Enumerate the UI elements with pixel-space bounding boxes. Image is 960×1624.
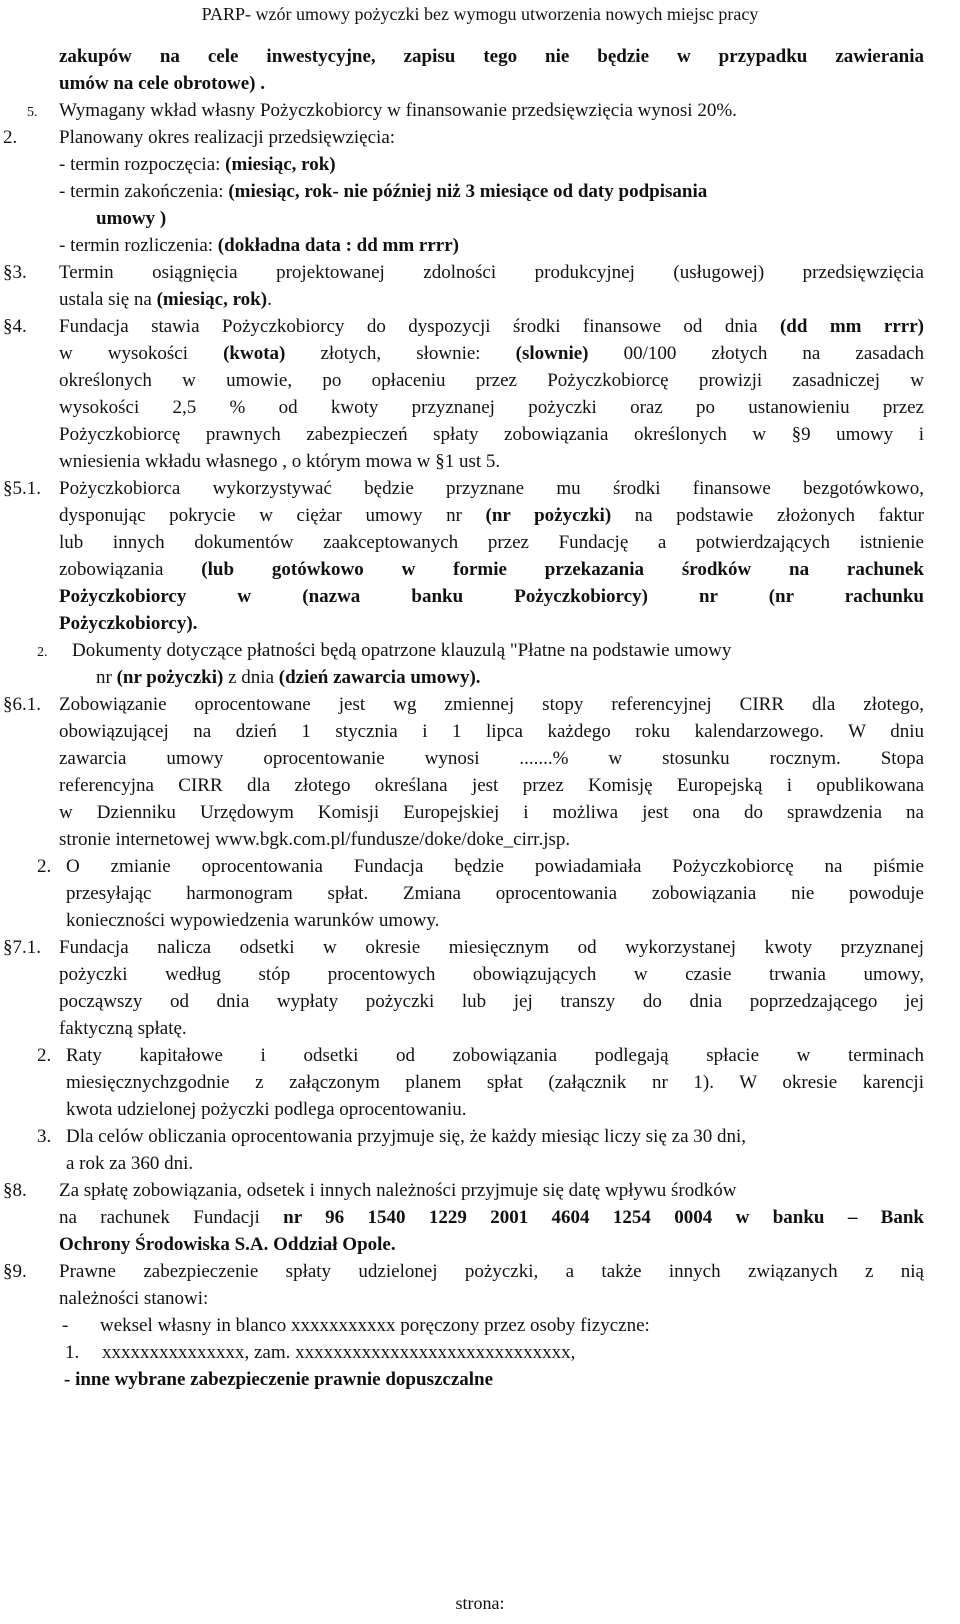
text-line: Planowany okres realizacji przedsięwzięcia:	[59, 127, 396, 148]
text-line: a rok za 360 dni.	[66, 1153, 194, 1174]
section-number: §7.1.	[3, 937, 41, 958]
text-line: w wysokości (kwota) złotych, słownie: (slownie) 00/100 złotych na zasadach	[59, 343, 924, 364]
section-number: §3.	[3, 262, 27, 283]
text-line: pożyczki według stóp procentowych obowiązujących w czasie trwania umowy,	[59, 964, 924, 985]
text-line: przesyłając harmonogram spłat. Zmiana oprocentowania zobowiązania nie powoduje	[66, 883, 924, 904]
text-line: Termin osiągnięcia projektowanej zdolności produkcyjnej (usługowej) przedsięwzięcia	[59, 262, 924, 283]
text-line: O zmianie oprocentowania Fundacja będzie powiadamiała Pożyczkobiorcę na piśmie	[66, 856, 924, 877]
section-number: §8.	[3, 1180, 27, 1201]
text-line: Pożyczkobiorca wykorzystywać będzie przyznane mu środki finansowe bezgotówkowo,	[59, 478, 924, 499]
text-line: - termin rozliczenia: (dokładna data : dd mm rrrr)	[59, 235, 459, 256]
section-number: §6.1.	[3, 694, 41, 715]
text-line: wniesienia wkładu własnego , o którym mowa w §1 ust 5.	[59, 451, 501, 472]
text-line: Pożyczkobiorcy).	[59, 613, 198, 634]
text-line: określonych w umowie, po opłaceniu przez Pożyczkobiorcę prowizji zasadniczej w	[59, 370, 924, 391]
text-line: począwszy od dnia wypłaty pożyczki lub jej transzy do dnia poprzedzającego jej	[59, 991, 924, 1012]
text-line: wysokości 2,5 % od kwoty przyznanej pożyczki oraz po ustanowieniu przez	[59, 397, 924, 418]
text-line: Za spłatę zobowiązania, odsetek i innych należności przyjmuje się datę wpływu środków	[59, 1180, 737, 1201]
text-line: - termin rozpoczęcia: (miesiąc, rok)	[59, 154, 336, 175]
text-line: dysponując pokrycie w ciężar umowy nr (nr pożyczki) na podstawie złożonych faktur	[59, 505, 925, 526]
page-header: PARP- wzór umowy pożyczki bez wymogu utworzenia nowych miejsc pracy	[201, 4, 759, 24]
text-line: Pożyczkobiorcy w (nazwa banku Pożyczkobiorcy) nr (nr rachunku	[59, 586, 924, 607]
item-number: 1.	[65, 1342, 80, 1363]
text-line: Raty kapitałowe i odsetki od zobowiązania podlegają spłacie w terminach	[66, 1045, 924, 1066]
text-line: miesięcznychzgodnie z załączonym planem spłat (załącznik nr 1). W okresie karencji	[66, 1072, 924, 1093]
text-line: kwota udzielonej pożyczki podlega oprocentowaniu.	[66, 1099, 467, 1120]
text-line: lub innych dokumentów zaakceptowanych przez Fundację a potwierdzających istnienie	[59, 532, 924, 553]
text-line: umów na cele obrotowe) .	[59, 73, 265, 94]
text-line: Dla celów obliczania oprocentowania przyjmuje się, że każdy miesiąc liczy się za 30 dni,	[66, 1126, 747, 1147]
text-line: Fundacja nalicza odsetki w okresie miesięcznym od wykorzystanej kwoty przyznanej	[59, 937, 924, 958]
text-line: referencyjna CIRR dla złotego określana jest przez Komisję Europejską i opublikowana	[59, 775, 924, 796]
text-line: zawarcia umowy oprocentowanie wynosi .......% w stosunku rocznym. Stopa	[59, 748, 924, 769]
text-line: zobowiązania (lub gotówkowo w formie przekazania środków na rachunek	[59, 559, 924, 580]
item-number: 2.	[37, 1045, 52, 1066]
text-line: Wymagany wkład własny Pożyczkobiorcy w finansowanie przedsięwzięcia wynosi 20%.	[59, 100, 737, 121]
text-line: umowy )	[96, 208, 167, 229]
item-number: 5.	[27, 105, 38, 120]
text-line: zakupów na cele inwestycyjne, zapisu tego nie będzie w przypadku zawierania	[59, 46, 924, 67]
section-number: §5.1.	[3, 478, 41, 499]
text-line: konieczności wypowiedzenia warunków umowy.	[66, 910, 440, 931]
text-line: xxxxxxxxxxxxxxx, zam. xxxxxxxxxxxxxxxxxxxxxxxxxxxxx,	[102, 1342, 576, 1363]
text-line: Ochrony Środowiska S.A. Oddział Opole.	[59, 1234, 396, 1255]
text-line: - termin zakończenia: (miesiąc, rok- nie później niż 3 miesiące od daty podpisania	[59, 181, 708, 202]
text-line: Dokumenty dotyczące płatności będą opatrzone klauzulą "Płatne na podstawie umowy	[72, 640, 732, 661]
bullet-dash: -	[62, 1315, 69, 1336]
text-line: - inne wybrane zabezpieczenie prawnie dopuszczalne	[64, 1369, 494, 1390]
page-footer: strona:	[455, 1593, 505, 1613]
item-number: 2.	[3, 127, 18, 148]
text-line: Pożyczkobiorcę prawnych zabezpieczeń spłaty zobowiązania określonych w §9 umowy i	[59, 424, 924, 445]
text-line: na rachunek Fundacji nr 96 1540 1229 2001 4604 1254 0004 w banku – Bank	[59, 1207, 924, 1228]
text-line: stronie internetowej www.bgk.com.pl/fundusze/doke/doke_cirr.jsp.	[59, 829, 571, 850]
section-number: §4.	[3, 316, 27, 337]
text-line: Prawne zabezpieczenie spłaty udzielonej pożyczki, a także innych związanych z nią	[59, 1261, 924, 1282]
item-number: 2.	[37, 645, 48, 660]
text-line: obowiązującej na dzień 1 stycznia i 1 lipca każdego roku kalendarzowego. W dniu	[59, 721, 924, 742]
text-line: nr (nr pożyczki) z dnia (dzień zawarcia umowy).	[96, 667, 481, 688]
item-number: 3.	[37, 1126, 52, 1147]
text-line: Fundacja stawia Pożyczkobiorcy do dyspozycji środki finansowe od dnia (dd mm rrrr)	[59, 316, 924, 337]
item-number: 2.	[37, 856, 52, 877]
text-line: należności stanowi:	[59, 1288, 209, 1309]
text-line: ustala się na (miesiąc, rok).	[59, 289, 272, 310]
section-number: §9.	[3, 1261, 27, 1282]
text-line: faktyczną spłatę.	[59, 1018, 187, 1039]
text-line: weksel własny in blanco xxxxxxxxxxx poręczony przez osoby fizyczne:	[100, 1315, 650, 1336]
text-line: Zobowiązanie oprocentowane jest wg zmiennej stopy referencyjnej CIRR dla złotego,	[59, 694, 924, 715]
text-line: w Dzienniku Urzędowym Komisji Europejskiej i możliwa jest ona do sprawdzenia na	[59, 802, 924, 823]
